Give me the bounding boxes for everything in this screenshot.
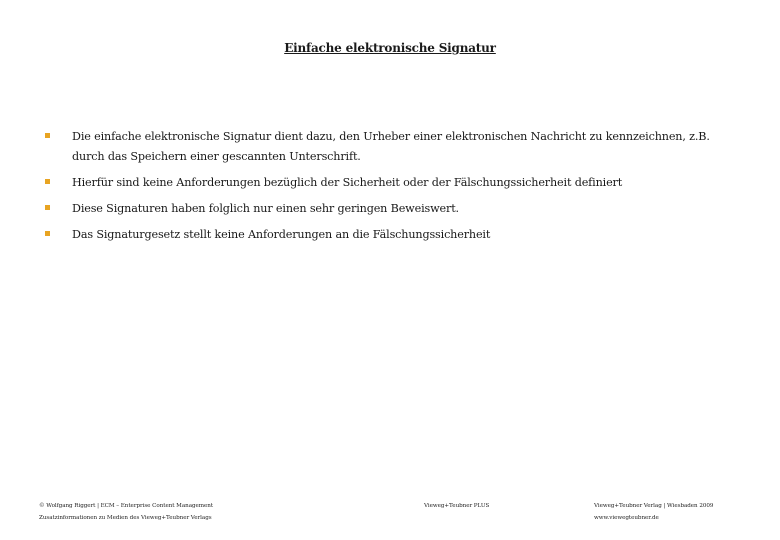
footer-publisher-line: Vieweg+Teubner Verlag | Wiesbaden 2009 (594, 503, 714, 509)
bullet-list (45, 127, 735, 251)
bullet-item (45, 127, 735, 167)
bullet-text: Hierfür sind keine Anforderungen bezüglich der Sicherheit oder der Fälschungssicherheit definiert (72, 176, 623, 189)
square-bullet-icon (45, 179, 50, 184)
footer-center (424, 500, 489, 512)
bullet-text: Das Signaturgesetz stellt keine Anforderungen an die Fälschungssicherheit (72, 228, 491, 241)
square-bullet-icon (45, 133, 50, 138)
bullet-item (45, 199, 735, 219)
bullet-item (45, 225, 735, 245)
square-bullet-icon (45, 231, 50, 236)
bullet-text: Die einfache elektronische Signatur dient dazu, den Urheber einer elektronischen Nachricht zu kennzeichnen, z.B. durch das Speichern einer gescannten Unterschrift. (72, 130, 710, 163)
slide-title: Einfache elektronische Signatur (284, 41, 496, 55)
footer-plus-label: Vieweg+Teubner PLUS (424, 503, 490, 509)
footer-publisher (594, 500, 713, 524)
bullet-item (45, 173, 735, 193)
bullet-text: Diese Signaturen haben folglich nur einen sehr geringen Beweiswert. (72, 202, 459, 215)
footer-copyright-line: © Wolfgang Riggert | ECM – Enterprise Content Management (39, 503, 214, 509)
square-bullet-icon (45, 205, 50, 210)
footer-website-link[interactable]: www.viewegteubner.de (594, 515, 659, 521)
footer-copyright (39, 500, 213, 524)
footer-info-line: Zusatzinformationen zu Medien des Vieweg+Teubner Verlags (39, 515, 212, 521)
